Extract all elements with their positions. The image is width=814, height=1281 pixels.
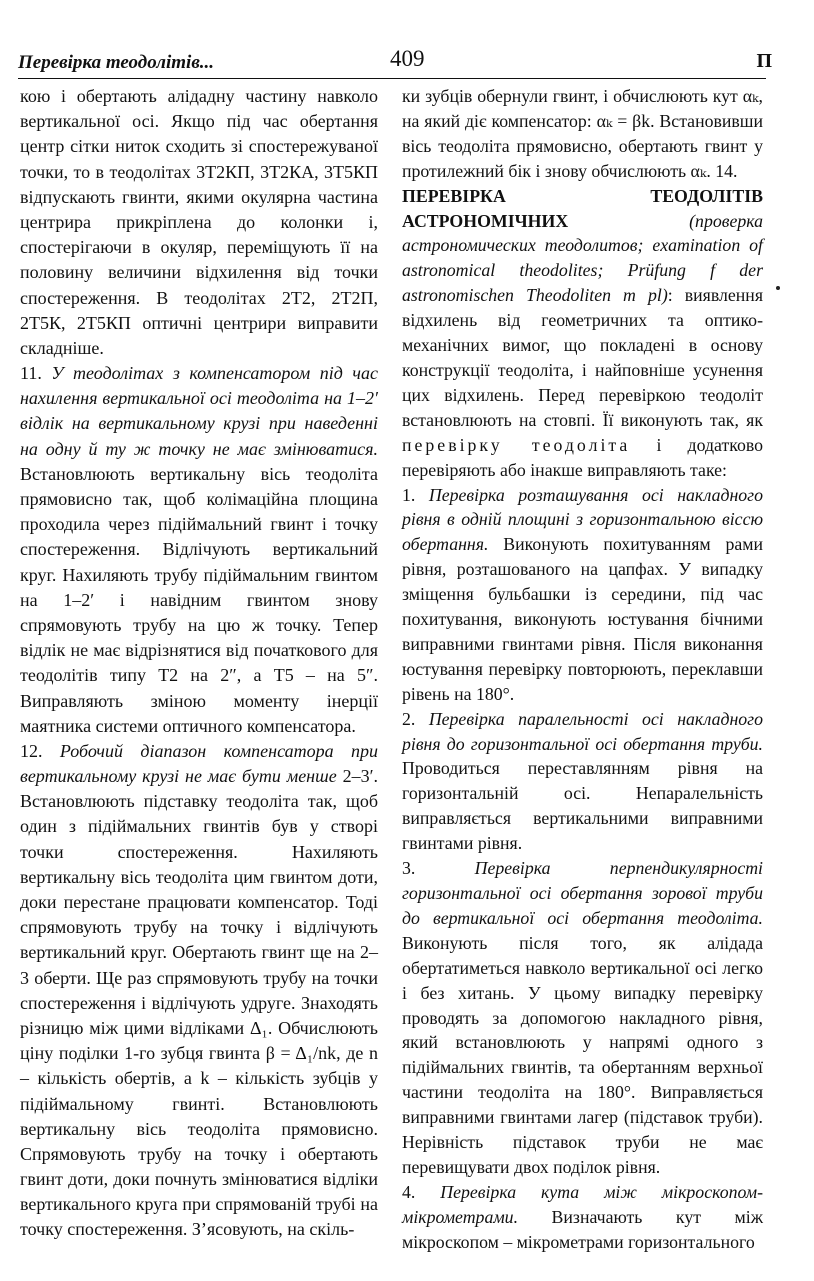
item-text: Виконують після того, як алідада обертатиметься навколо вертикальної осі легко і без хитань. У цьому випадку перевірку проводять за допомогою накладного рівня, який встановлюють у напрямі одного з підіймальних гвинтів, та обертанням верхньої частини теодоліта на 180°. Виправляється виправними гвинтами лагер (підставок труби). Нерівність підставок труби не має перевищувати двох поділок рівня.	[402, 932, 763, 1177]
entry	[402, 184, 763, 483]
entry-heading: ПЕРЕВІРКА ТЕОДОЛІТІВ АСТРОНОМІЧНИХ	[402, 185, 763, 231]
item-text: Проводиться переставлянням рівня на горизонтальній осі. Непаралельність виправляється вертикальними виправними гвинтами рівня.	[402, 758, 763, 854]
item-title: Перевірка перпендикулярності горизонтальної осі обертання зорової труби до вертикальної осі обертання теодоліта.	[402, 858, 763, 928]
item-number: 3.	[402, 858, 475, 879]
paragraph: ки зубців обернули гвинт, і обчислюють кут αₖ, на який діє компенсатор: αₖ = βk. Встановивши вісь теодоліта прямовисно, обертають гвинт у протилежний бік і знову обчислюють αₖ. 14.	[402, 86, 763, 181]
paragraph	[402, 856, 763, 1180]
paragraph	[20, 739, 378, 1243]
item-number: 1.	[402, 484, 429, 505]
paragraph	[20, 361, 378, 739]
item-number: 12.	[20, 740, 60, 761]
item-text: Виконують похитуванням рами рівня, розташованого на цапфах. У випадку зміщення бульбашки із середини, під час похитування, виконують юстування бічними виправними гвинтами рівня. Після виконання юстування перевірку повторюють, переклавши рівень на 180°.	[402, 534, 763, 704]
item-title: У теодолітах з компенсатором під час нахилення вертикальної осі теодоліта на 1–2′ відлік на вертикальному крузі при наведенні на одну й ту ж точку не має змінюватися.	[20, 363, 378, 459]
item-title: Перевірка розташування осі накладного рівня в одній площині з горизонтальною віссю обертання.	[402, 484, 763, 555]
item-text: 2–3′. Встановлюють підставку теодоліта так, щоб один з підіймальних гвинтів був у створі точки спостереження. Нахиляють вертикальну вісь теодоліта цим гвинтом доти, доки перестане працювати компенсатор. Тоді спрямовують трубу на точку і відлічують вертикальний круг. Обертають гвинт ще на 2–3 оберти. Ще раз спрямовують трубу на точки спостереження і відлічують удруге. Знаходять різницю між цими відліками Δ₁. Обчислюють ціну поділки 1-го зубця гвинта β = Δ₁/nk, де n – кількість обертів, а k – кількість зубців у підіймальному гвинті. Встановлюють вертикальну вісь теодоліта прямовисно. Спрямовують трубу на точку і обертають гвинт доти, доки почнуть змінюватися відліки вертикального круга при спрямованій трубі на точку спостереження. З’ясовують, на скіль-	[20, 766, 379, 1240]
header-rule	[18, 78, 766, 79]
section-letter: П	[756, 50, 772, 72]
margin-dot	[776, 286, 780, 290]
item-number: 11.	[20, 363, 52, 384]
page-header	[18, 46, 772, 76]
item-title: Робочий діапазон компенсатора при вертикальному крузі не має бути менше	[20, 740, 379, 787]
paragraph	[402, 707, 763, 856]
item-title: Перевірка кута між мікроскопом-мікрометрами.	[402, 1181, 763, 1227]
right-column	[402, 84, 763, 1255]
entry-text: і додатково перевіряють або інакше виправляють таке:	[402, 434, 764, 480]
entry-text: : виявлення відхилень від геометричних та оптико-механічних вимог, що покладені в основу конструкції теодоліта, і найповніше усунення цих відхилень. Перед перевіркою теодоліт встановлюють на стовпі. Її виконують так, як	[402, 285, 763, 430]
cross-reference: перевірку теодоліта	[402, 434, 631, 455]
left-column	[20, 84, 378, 1243]
paragraph: кою і обертають алідадну частину навколо вертикальної осі. Якщо під час обертання центр сітки ниток сходить зі спостережуваної точки, то в теодолітах 3Т2КП, 3Т2КА, 3Т5КП відпускають гвинти, якими окулярна частина центрира прикріплена до колонки і, спостерігаючи в окуляр, переміщують її на половину величини відхилення від точки спостереження. В теодолітах 2Т2, 2Т2П, 2Т5К, 2Т5КП оптичні центрири виправити складніше.	[20, 86, 378, 358]
running-title: Перевірка теодолітів...	[18, 52, 215, 73]
item-text: Встановлюють вертикальну вісь теодоліта прямовисно так, щоб колімаційна площина проходила через підіймальний гвинт і точку спостереження. Відлічують вертикальний круг. Нахиляють трубу підіймальним гвинтом на 1–2′ і навідним гвинтом знову спрямовують трубу на цю ж точку. Тепер відлік не має відрізнятися від початкового для теодолітів типу Т2 на 2″, а Т5 – на 5″. Виправляють зміною моменту інерції маятника системи оптичного компенсатора.	[20, 463, 378, 736]
item-number: 2.	[402, 708, 429, 729]
item-title: Перевірка паралельності осі накладного рівня до горизонтальної осі обертання труби.	[402, 708, 764, 754]
entry-translations: (проверка астрономических теодолитов; examination of astronomical theodolites; Prüfung f der astronomischen Theodoliten m pl)	[402, 210, 763, 306]
item-number: 4.	[402, 1181, 441, 1202]
page-number: 409	[390, 46, 425, 71]
paragraph	[402, 483, 763, 707]
paragraph	[402, 1180, 763, 1255]
item-text: Визначають кут між мікроскопом – мікрометрами горизонтального	[402, 1206, 763, 1252]
